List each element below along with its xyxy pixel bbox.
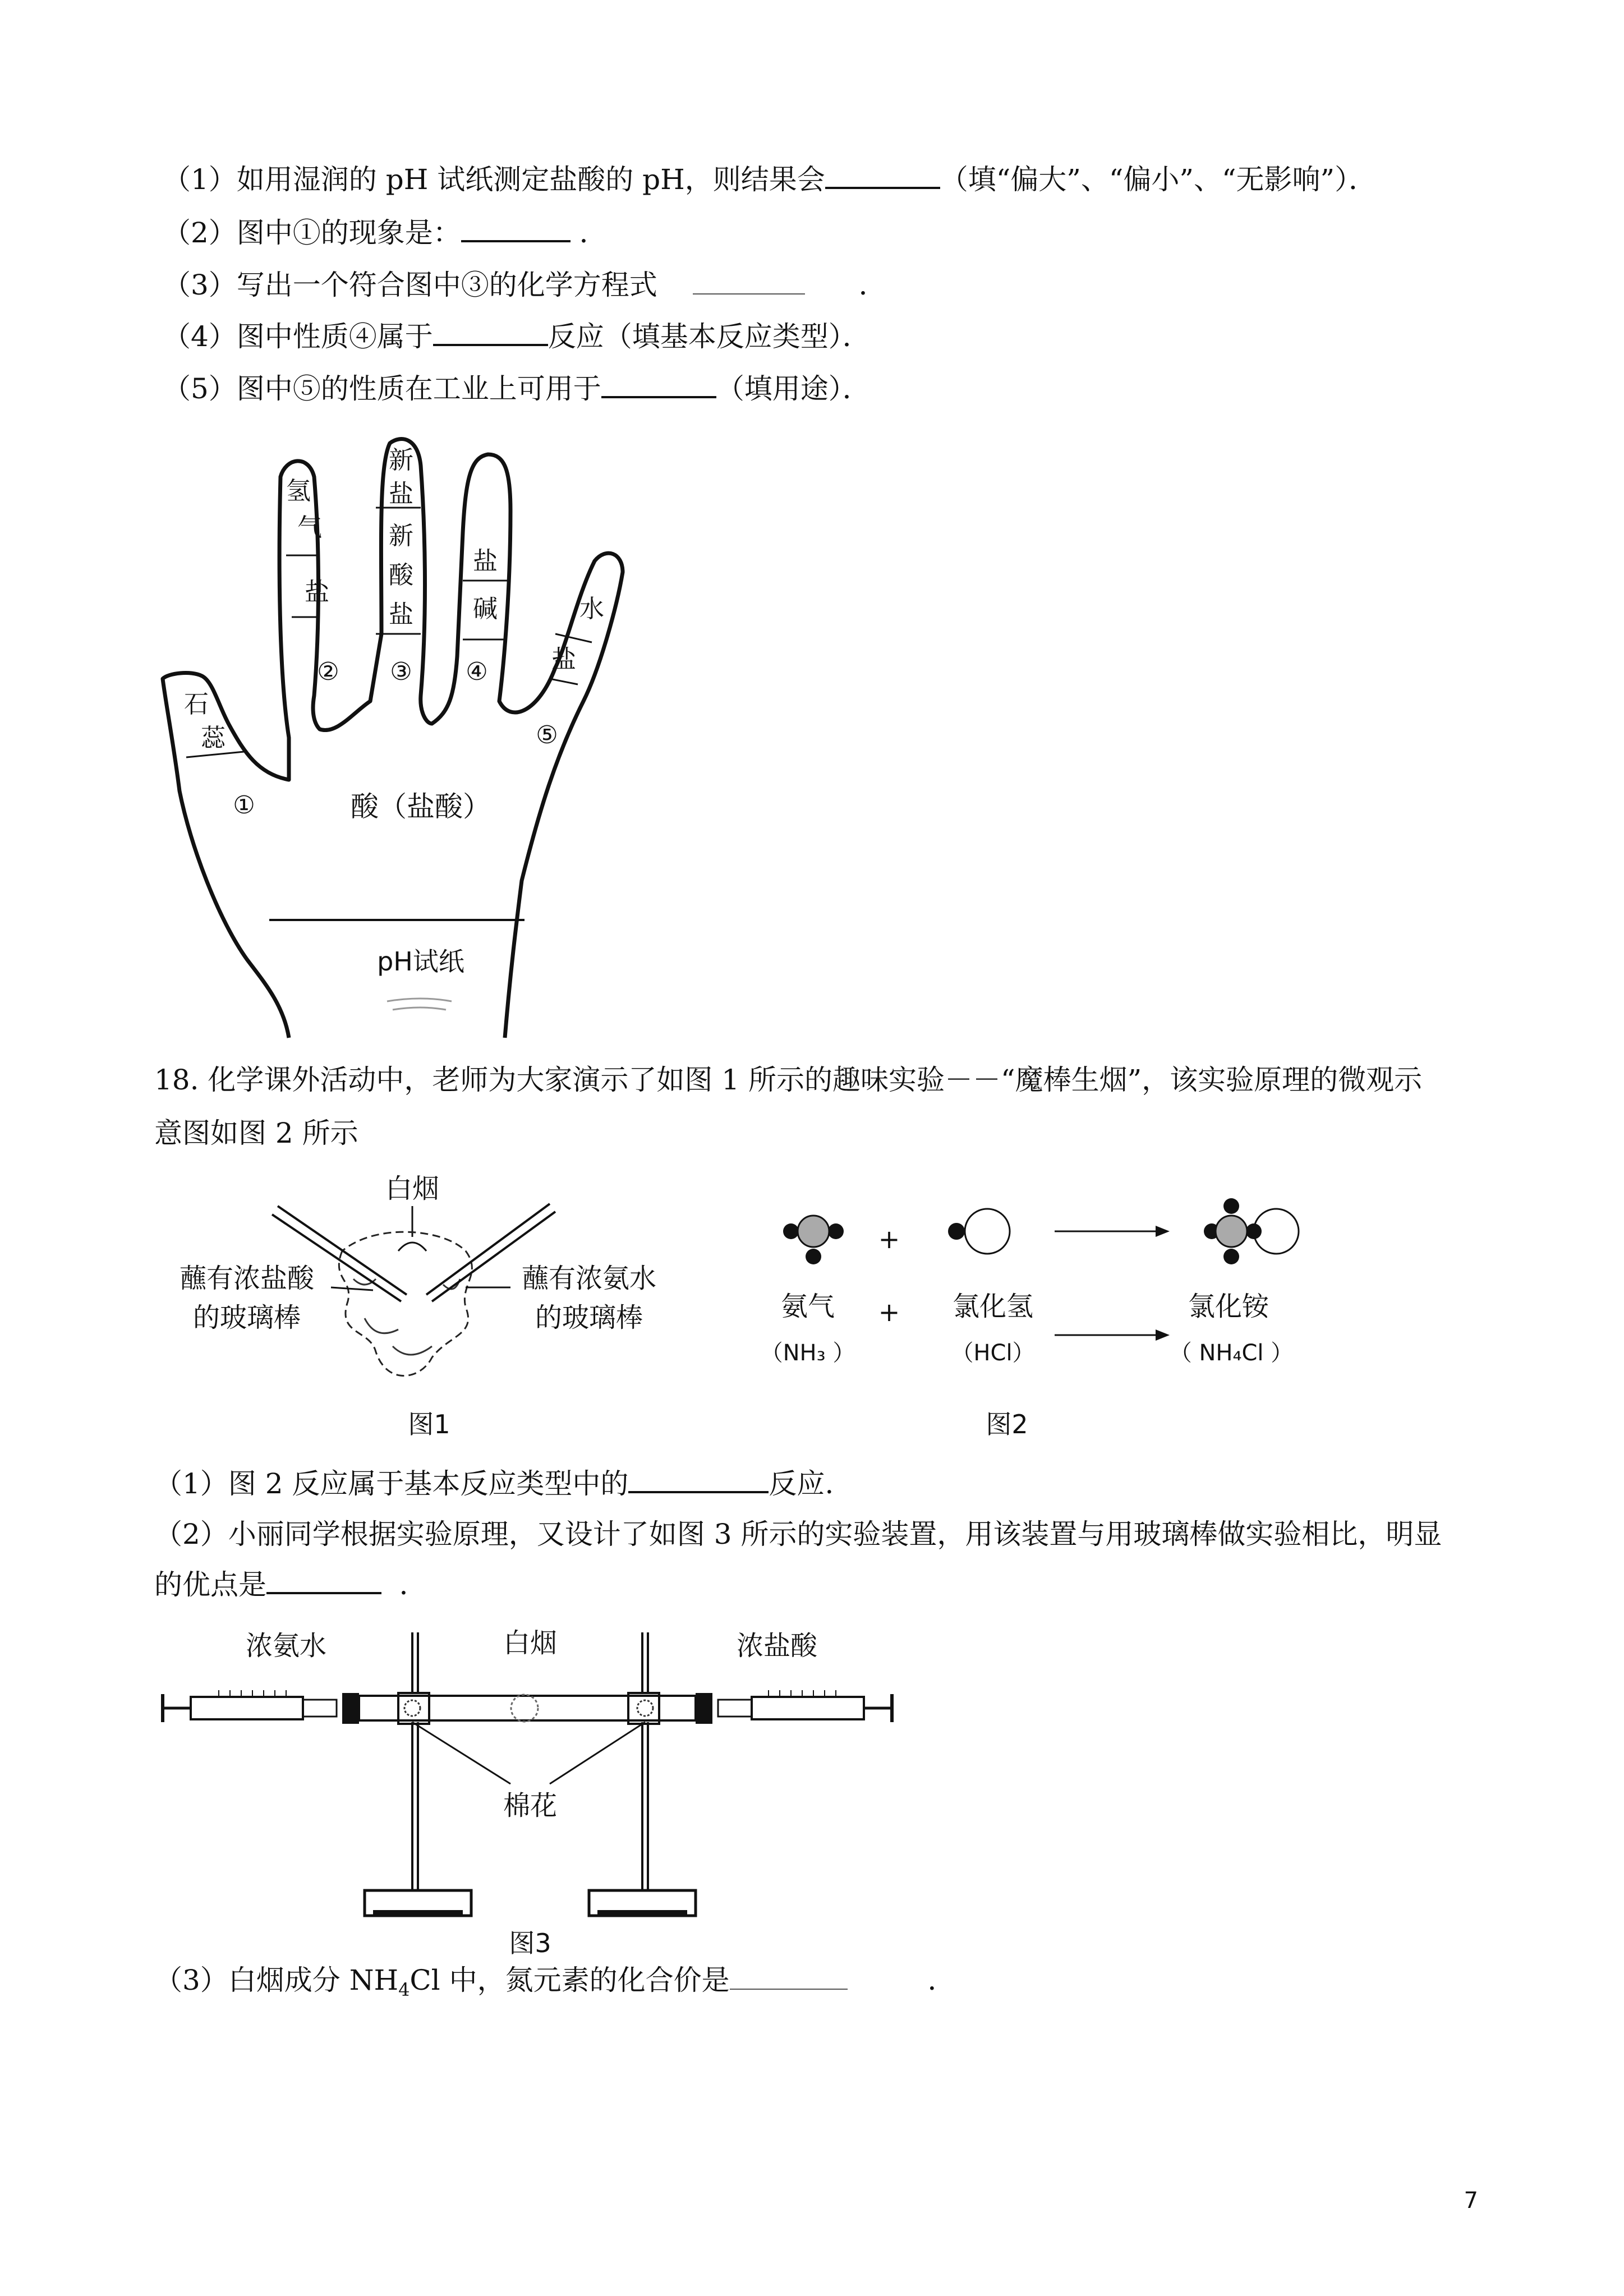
circle-number-3: ③ <box>390 657 412 686</box>
fig1-label-left-2: 的玻璃棒 <box>192 1302 301 1333</box>
hand-label-salt-5: 盐 <box>551 645 576 674</box>
wrist-label-ph-paper: pH试纸 <box>377 946 464 977</box>
answer-blank[interactable] <box>433 321 548 346</box>
answer-blank[interactable] <box>628 1469 769 1493</box>
chlorine-atom <box>965 1209 1010 1254</box>
q18-part1: （1）图 2 反应属于基本反应类型中的 反应. <box>154 1467 834 1500</box>
circle-number-2: ② <box>317 657 339 686</box>
right-syringe <box>752 1697 864 1719</box>
circle-number-4: ④ <box>466 657 488 686</box>
hand-label-base: 碱 <box>473 595 498 623</box>
hand-label-water: 水 <box>579 595 604 623</box>
fig2-caption: 图2 <box>986 1409 1028 1439</box>
fig1-label-right-1: 蘸有浓氨水 <box>521 1263 657 1294</box>
fig1-label-smoke: 白烟 <box>385 1173 440 1204</box>
hand-label-litmus-2: 蕊 <box>201 724 226 752</box>
hand-diagram <box>151 432 634 1043</box>
q17-part2: （2）图中①的现象是： ． <box>163 217 608 249</box>
q18-intro-line1: 18. 化学课外活动中，老师为大家演示了如图 1 所示的趣味实验－－“魔棒生烟”，该实验原理的微观示 <box>154 1064 1423 1096</box>
q18-part2-line1: （2）小丽同学根据实验原理，又设计了如图 3 所示的实验装置，用该装置与用玻璃棒做实验相比，明显 <box>154 1518 1442 1550</box>
answer-blank[interactable] <box>730 1966 848 1990</box>
fig2-nh4cl-name: 氯化铵 <box>1188 1291 1269 1322</box>
hand-label-hydrogen-2: 气 <box>297 513 322 542</box>
q17-part1: （1）如用湿润的 pH 试纸测定盐酸的 pH，则结果会 （填“偏大”、“偏小”、“无影响”）． <box>163 163 1377 196</box>
answer-blank[interactable] <box>693 271 805 295</box>
fig2-hcl-formula: （HCl） <box>951 1340 1035 1366</box>
fig3-label-cotton: 棉花 <box>503 1790 558 1821</box>
answer-blank[interactable] <box>266 1570 381 1594</box>
circle-number-1: ① <box>233 791 255 820</box>
fig1-label-left-1: 蘸有浓盐酸 <box>179 1263 315 1294</box>
hand-label-newacid-1: 新 <box>389 522 413 550</box>
figure-1-magic-rod <box>151 1167 712 1458</box>
figure-3-apparatus <box>151 1621 903 1963</box>
fig2-plus-bottom: + <box>878 1297 900 1327</box>
fig3-label-hcl: 浓盐酸 <box>736 1630 818 1662</box>
fig3-label-ammonia: 浓氨水 <box>245 1630 327 1662</box>
answer-blank[interactable] <box>461 218 571 242</box>
q17-part3: （3）写出一个符合图中③的化学方程式 ． <box>163 269 887 301</box>
hand-label-newsalt-1: 新 <box>389 446 413 475</box>
hand-label-salt-4: 盐 <box>473 547 498 576</box>
hand-label-salt-2: 盐 <box>305 578 329 606</box>
palm-label-acid: 酸（盐酸） <box>351 790 491 823</box>
fig3-label-smoke: 白烟 <box>503 1627 558 1659</box>
fig2-hcl-name: 氯化氢 <box>952 1291 1034 1322</box>
fig1-label-right-2: 的玻璃棒 <box>535 1302 643 1333</box>
q18-part2-line2: 的优点是 ． <box>154 1568 427 1601</box>
left-syringe <box>191 1697 303 1719</box>
nitrogen-atom <box>798 1216 829 1247</box>
fig3-caption: 图3 <box>509 1928 551 1958</box>
answer-blank[interactable] <box>825 164 940 189</box>
hand-label-litmus-1: 石 <box>184 690 209 719</box>
q18-part3: （3）白烟成分 $NH_4Cl$ 中，氮元素的化合价是 ． <box>154 1964 956 2000</box>
hand-label-newsalt-2: 盐 <box>389 480 413 508</box>
fig1-caption: 图1 <box>408 1409 450 1439</box>
hand-label-newacid-3: 盐 <box>389 600 413 629</box>
fig2-nh3-formula: （NH₃ ） <box>760 1340 855 1366</box>
fig2-nh4cl-formula: （ NH₄Cl ） <box>1169 1340 1294 1366</box>
divider <box>186 752 244 757</box>
fig2-plus-top: + <box>878 1224 900 1254</box>
q18-intro-line2: 意图如图 2 所示 <box>154 1117 358 1149</box>
fig2-nh3-name: 氨气 <box>780 1291 835 1322</box>
figure-2-micro-diagram <box>724 1167 1341 1458</box>
hand-label-newacid-2: 酸 <box>389 561 413 590</box>
hand-label-hydrogen-1: 氢 <box>286 477 311 505</box>
q17-part4: （4）图中性质④属于 反应（填基本反应类型）． <box>163 320 871 353</box>
answer-blank[interactable] <box>601 374 716 398</box>
circle-number-5: ⑤ <box>536 721 558 749</box>
page-number: 7 <box>1464 2188 1478 2214</box>
q17-part5: （5）图中⑤的性质在工业上可用于 （填用途）． <box>163 372 871 405</box>
white-smoke <box>511 1695 538 1722</box>
